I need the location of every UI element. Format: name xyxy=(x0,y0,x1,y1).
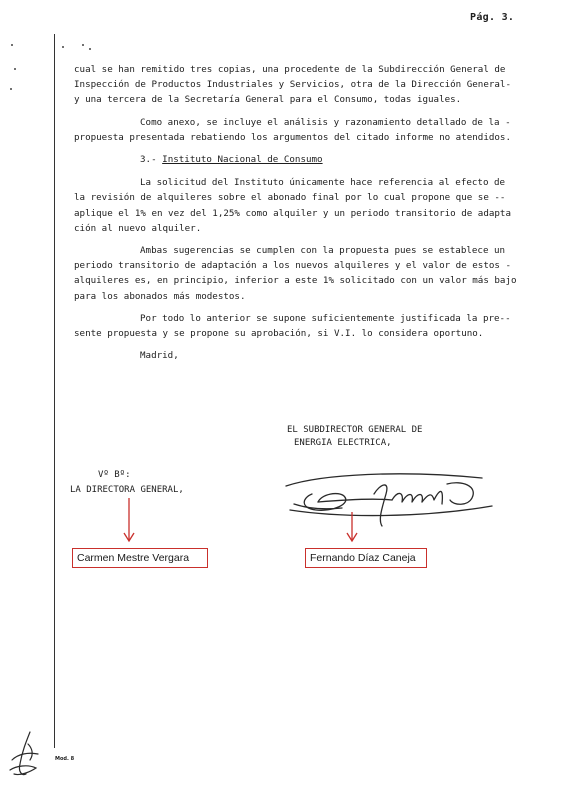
scan-dot xyxy=(14,68,16,70)
name-annotation-director: Carmen Mestre Vergara xyxy=(72,548,208,568)
arrow-down-icon xyxy=(122,498,136,544)
text-line: ción al nuevo alquiler. xyxy=(74,222,202,234)
text-line: periodo transitorio de adaptación a los nuevos alquileres y el valor de estos - xyxy=(74,260,511,272)
paragraph-continuation xyxy=(74,62,520,108)
text-line: Ambas sugerencias se cumplen con la propuesta pues se establece un xyxy=(140,245,506,257)
paragraph-conclusion xyxy=(74,311,520,341)
form-model-mark: Mod. 8 xyxy=(55,756,75,762)
text-line: alquileres es, en principio, inferior a este 1% solicitado con un valor más bajo xyxy=(74,275,517,287)
paragraph-request xyxy=(74,175,520,236)
section-number: 3.- xyxy=(140,154,157,166)
text-line: aplique el 1% en vez del 1,25% como alquiler y un periodo transitorio de adapta xyxy=(74,207,511,219)
section-heading xyxy=(140,152,520,167)
scan-dot xyxy=(11,44,13,46)
handwritten-signature xyxy=(282,464,502,536)
text-line: Por todo lo anterior se supone suficientemente justificada la pre-- xyxy=(140,312,511,324)
text-line: la revisión de alquileres sobre el abonado final por lo cual propone que se -- xyxy=(74,192,506,204)
scan-dot xyxy=(10,88,12,90)
handwritten-initials xyxy=(8,730,44,780)
subdirector-signature-block xyxy=(287,424,422,450)
approval-label: Vº Bº: xyxy=(98,470,131,480)
text-line: Como anexo, se incluye el análisis y razonamiento detallado de la - xyxy=(140,116,511,128)
paragraph-annex xyxy=(74,115,520,145)
director-signature-block xyxy=(70,468,184,498)
scan-dot xyxy=(89,48,91,50)
scan-dot xyxy=(82,44,84,46)
text-line: y una tercera de la Secretaría General para el Consumo, todas iguales. xyxy=(74,94,462,106)
page-number: Pág. 3. xyxy=(470,12,515,23)
arrow-down-icon xyxy=(345,512,359,544)
scan-dot xyxy=(62,46,64,48)
text-line: propuesta presentada rebatiendo los argumentos del citado informe no atendidos. xyxy=(74,131,511,143)
subdirector-title-line: ENERGIA ELECTRICA, xyxy=(294,438,392,448)
text-line: sente propuesta y se propone su aprobación, si V.I. lo considera oportuno. xyxy=(74,328,484,340)
place-line: Madrid, xyxy=(140,350,179,362)
text-line: para los abonados más modestos. xyxy=(74,290,246,302)
letter-body xyxy=(74,62,520,363)
text-line: Inspección de Productos Industriales y Servicios, otra de la Dirección General- xyxy=(74,79,511,91)
subdirector-title-line: EL SUBDIRECTOR GENERAL DE xyxy=(287,425,423,435)
section-title: Instituto Nacional de Consumo xyxy=(162,154,323,166)
text-line: cual se han remitido tres copias, una procedente de la Subdirección General de xyxy=(74,64,506,75)
name-annotation-subdirector: Fernando Díaz Caneja xyxy=(305,548,427,568)
margin-rule xyxy=(54,34,55,748)
paragraph-suggestions xyxy=(74,243,520,304)
text-line: La solicitud del Instituto únicamente hace referencia al efecto de xyxy=(140,177,506,189)
director-title: LA DIRECTORA GENERAL, xyxy=(70,485,184,495)
